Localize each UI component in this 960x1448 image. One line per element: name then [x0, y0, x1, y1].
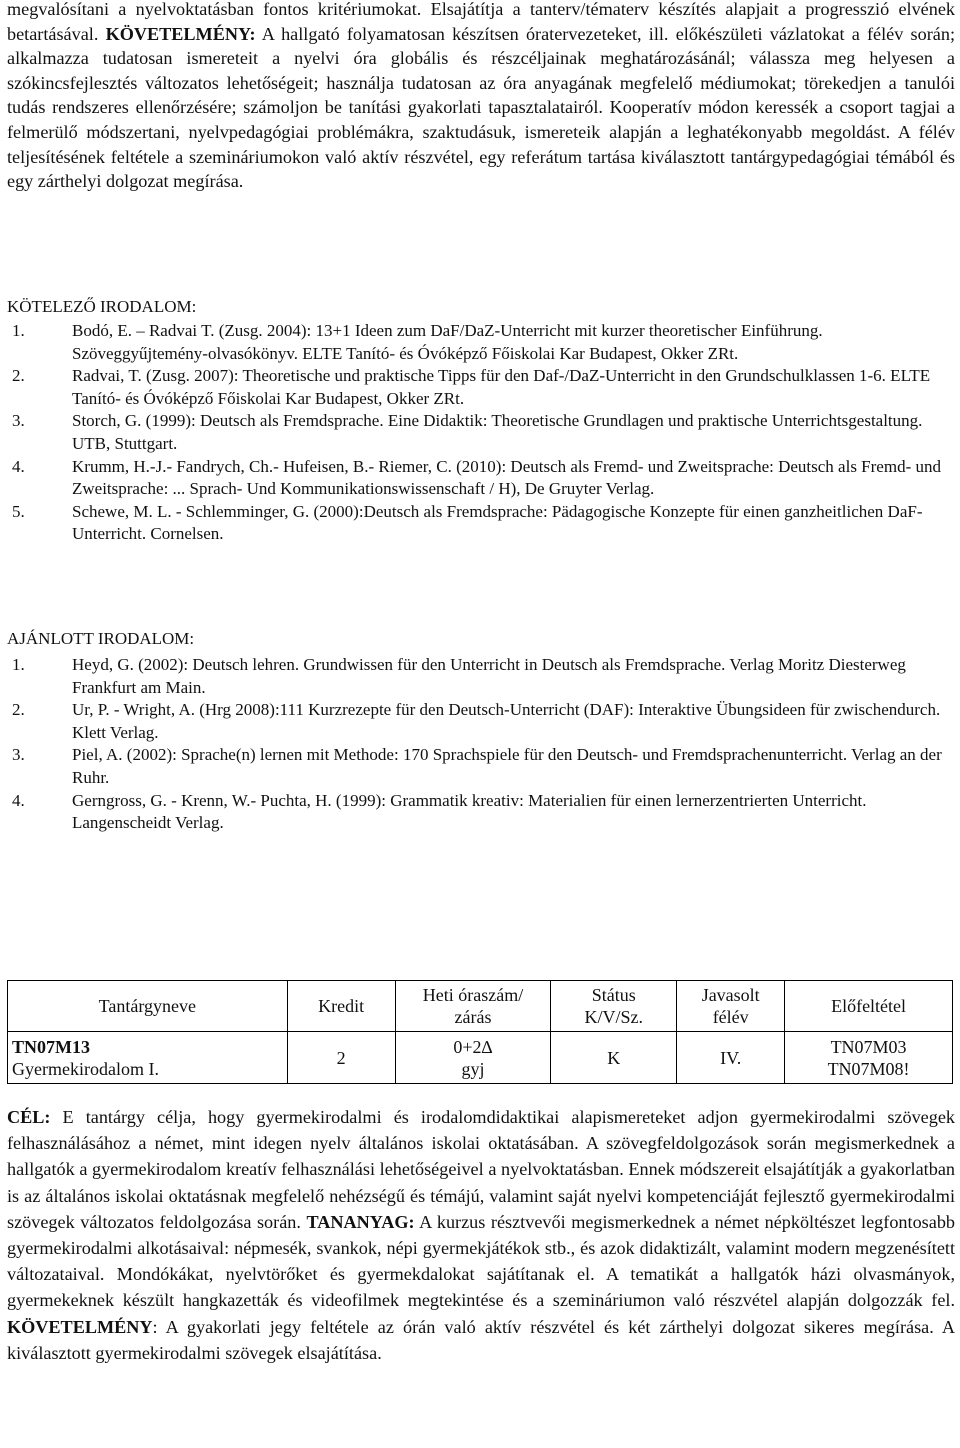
requirements-paragraph	[7, 0, 955, 194]
item-text: Krumm, H.-J.- Fandrych, Ch.- Hufeisen, B.- Riemer, C. (2010): Deutsch als Fremd- und Zweitsprache: Deutsch als Fremd- und Zweitsprache: ... Sprach- Und Kommunikationswissenschaft / H), De Gruyter Verlag.	[72, 456, 941, 499]
item-number: 5.	[12, 501, 25, 521]
item-number: 2.	[12, 700, 25, 720]
item-number: 4.	[12, 790, 25, 810]
table-header-row	[8, 981, 953, 1032]
paragraph-text-start: megvalósítani a nyelvoktatásban fontos kritériumokat. Elsajátítja a tanterv/tématerv készítés alapjait a progresszió elvének betartásával.	[7, 0, 955, 44]
item-text: Radvai, T. (Zusg. 2007): Theoretische und praktische Tipps für den Daf-/DaZ-Unterricht in den Grundschulklassen 1-6. ELTE Tanító- és Óvóképző Főiskolai Kar Budapest, Okker ZRt.	[72, 366, 931, 408]
recommended-literature-section	[7, 628, 955, 835]
item-text: Ur, P. - Wright, A. (Hrg 2008):111 Kurzrezepte für den Deutsch-Unterricht (DAF): Interaktive Übungsideen für zwischendurch. Klett Verlag.	[72, 700, 941, 742]
list-item	[7, 699, 955, 744]
course-name: Gyermekirodalom I.	[12, 1058, 159, 1079]
list-item	[7, 654, 955, 699]
header-semester: Javasolt félév	[677, 981, 785, 1032]
item-number: 1.	[12, 655, 25, 674]
item-text: Heyd, G. (2002): Deutsch lehren. Grundwissen für den Unterricht in Deutsch als Fremdsprache. Verlag Moritz Diesterweg Frankfurt am Main.	[72, 655, 906, 697]
course-description	[7, 1104, 955, 1366]
item-text: Bodó, E. – Radvai T. (Zusg. 2004): 13+1 Ideen zum DaF/DaZ-Unterricht mit kurzer theoretischer Einführung. Szöveggyűjtemény-olvasókönyv. ELTE Tanító- és Óvóképző Főiskolai Kar Budapest, Okker ZRt.	[72, 321, 823, 363]
table-row	[8, 1032, 953, 1084]
header-weekly-hours: Heti óraszám/ zárás	[395, 981, 551, 1032]
mandatory-literature-heading: KÖTELEZŐ IRODALOM:	[7, 297, 197, 316]
requirement-label: KÖVETELMÉNY	[7, 1316, 153, 1337]
item-text: Gerngross, G. - Krenn, W.- Puchta, H. (1999): Grammatik kreativ: Materialien für einen lernerzentrierten Unterricht. Langenscheidt Verlag.	[72, 790, 867, 833]
content-text: A kurzus résztvevői megismerkednek a német népköltészet legfontosabb gyermekirodalmi alkotásaival: népmesék, svankok, népi gyermekjátékok stb., és azok didaktizált, valamint modern megzenésített változataival. Mondókákat, nyelvtörőket és gyermekdalokat sajátítanak el. A tematikát a hallgatók házi olvasmányok, gyermekeknek készült hangkazetták és videofilmek megtekintése és a szemináriumon való részvétel alapján dolgozzák fel.	[7, 1211, 956, 1311]
mandatory-literature-list	[7, 320, 955, 546]
header-status: Státus K/V/Sz.	[551, 981, 677, 1032]
list-item	[7, 410, 955, 455]
item-number: 2.	[12, 366, 25, 386]
mandatory-literature-section	[7, 296, 955, 546]
recommended-literature-heading: AJÁNLOTT IRODALOM:	[7, 629, 195, 648]
goal-label: CÉL:	[7, 1107, 51, 1127]
status-cell: K	[551, 1032, 677, 1084]
item-text: Piel, A. (2002): Sprache(n) lernen mit Methode: 170 Sprachspiele für den Deutsch- und Fremdsprachenunterricht. Verlag an der Ruhr.	[72, 745, 942, 787]
item-text: Schewe, M. L. - Schlemminger, G. (2000):Deutsch als Fremdsprache: Pädagogische Konzepte für einen ganzheitlichen DaF-Unterricht. Cornelsen.	[72, 501, 923, 544]
semester-cell: IV.	[677, 1032, 785, 1084]
list-item	[7, 456, 955, 501]
item-text: Storch, G. (1999): Deutsch als Fremdsprache. Eine Didaktik: Theoretische Grundlagen und praktische Unterrichtsgestaltung. UTB, Stuttgart.	[72, 411, 923, 453]
list-item	[7, 790, 955, 835]
header-prerequisite: Előfeltétel	[785, 981, 953, 1032]
list-item	[7, 365, 955, 410]
item-number: 3.	[12, 745, 25, 765]
content-label: TANANYAG:	[306, 1211, 415, 1232]
list-item	[7, 744, 955, 789]
item-number: 4.	[12, 456, 25, 476]
hours-cell: 0+2∆ gyj	[395, 1032, 551, 1084]
recommended-literature-list	[7, 654, 955, 835]
list-item	[7, 501, 955, 546]
requirement-label: KÖVETELMÉNY:	[105, 23, 256, 44]
list-item	[7, 320, 955, 365]
course-info-table	[7, 980, 953, 1084]
course-code: TN07M13	[12, 1036, 90, 1057]
item-number: 1.	[12, 321, 25, 340]
goal-text: E tantárgy célja, hogy gyermekirodalmi és irodalomdidaktikai alapismereteket adjon gyermekirodalmi szövegek felhasználásához a német, mint idegen nyelv általános iskolai oktatásában. A szövegfeldolgozások során megismerkednek a hallgatók a gyermekirodalom kreatív felhasználási lehetőségeivel a nyelvoktatásban. Ennek módszereit elsajátítják a gyakorlatban is az általános iskolai oktatásnak megfelelő nehézségű és témájú, valamint saját nyelvi kompetenciáját fejlesztő gyermekirodalmi szövegek változatos feldolgozása során.	[7, 1107, 955, 1232]
item-number: 3.	[12, 411, 25, 431]
course-name-cell	[8, 1032, 288, 1084]
header-credit: Kredit	[287, 981, 395, 1032]
prerequisite-cell: TN07M03 TN07M08!	[785, 1032, 953, 1084]
credit-cell: 2	[287, 1032, 395, 1084]
requirement-text: : A gyakorlati jegy feltétele az órán való aktív részvétel és két zárthelyi dolgozat sikeres megírása. A kiválasztott gyermekirodalmi szövegek elsajátítása.	[7, 1316, 955, 1363]
paragraph-text-rest: A hallgató folyamatosan készítsen óratervezeteket, ill. előkészületi vázlatokat a félév során; alkalmazza tudatosan ismereteit a nyelvi óra globális és részcéljainak meghatározásánál; válassza meg helyesen a szókincsfejlesztés változatos lehetőségeit; használja tudatosan az óra anyagának megfelelő médiumokat; törekedjen a tanulói tudás rendszeres ellenőrzésére; számoljon be tanítási gyakorlati tapasztalatairól. Kooperatív módon keressék a csoport tagjai a felmerülő módszertani, nyelvpedagógiai problémákra, szaktudásuk, ismereteik alapján a leghatékonyabb megoldást. A félév teljesítésének feltétele a szemináriumokon való aktív részvétel, egy referátum tartása kiválasztott tantárgypedagógiai témából és egy zárthelyi dolgozat megírása.	[7, 23, 956, 192]
header-course-name: Tantárgyneve	[8, 981, 288, 1032]
